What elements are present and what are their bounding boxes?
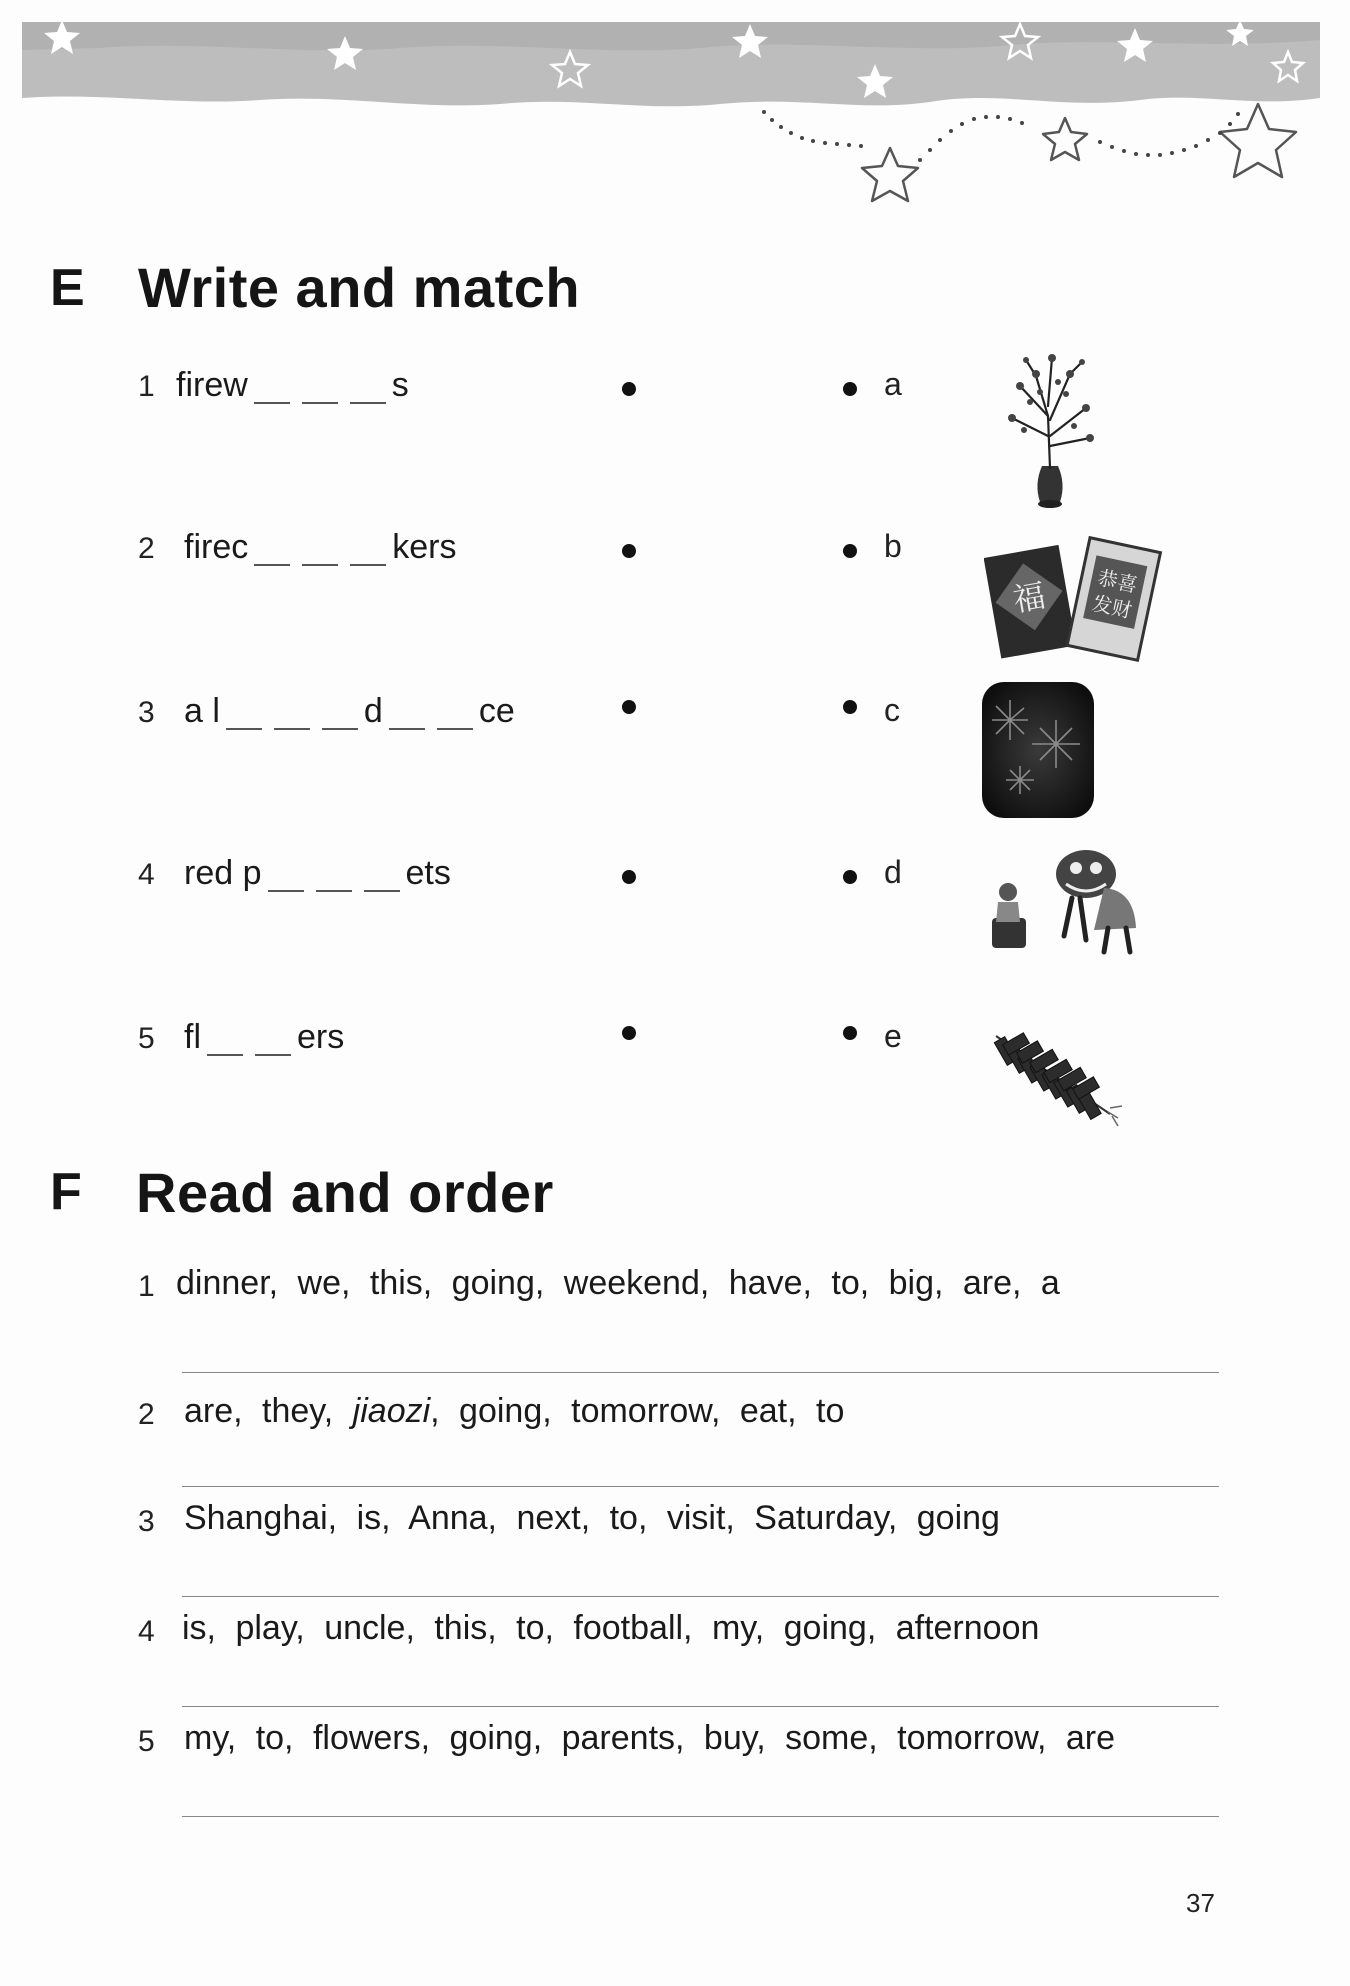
italic-word: jiaozi	[352, 1392, 431, 1430]
scrambled-words: my, to, flowers, going, parents, buy, some, tomorrow, are	[184, 1719, 1115, 1757]
item-number: 1	[138, 1270, 155, 1303]
scrambled-words	[184, 1392, 844, 1431]
answer-line[interactable]	[182, 1372, 1219, 1373]
letter-blank[interactable]	[389, 728, 425, 730]
letter-blank[interactable]	[322, 728, 358, 730]
fireworks-picture	[980, 680, 1096, 820]
word-prefix: a l	[184, 692, 220, 730]
word-prefix: red p	[184, 854, 262, 892]
letter-blank[interactable]	[437, 728, 473, 730]
match-dot-right[interactable]	[843, 700, 857, 714]
word-middle: d	[363, 692, 383, 730]
match-dot-right[interactable]	[843, 382, 857, 396]
match-dot-left[interactable]	[622, 1026, 636, 1040]
answer-line[interactable]	[182, 1596, 1219, 1597]
blossom-vase-picture	[990, 346, 1110, 512]
match-dot-right[interactable]	[843, 870, 857, 884]
scrambled-words-part: are, they,	[184, 1392, 353, 1430]
item-number: 3	[138, 696, 155, 729]
scrambled-words-part: , going, tomorrow, eat, to	[430, 1392, 845, 1430]
item-number: 5	[138, 1022, 155, 1055]
section-e-title: Write and match	[138, 256, 581, 319]
letter-blank[interactable]	[350, 564, 386, 566]
match-dot-left[interactable]	[622, 382, 636, 396]
scrambled-words: dinner, we, this, going, weekend, have, to, big, are, a	[176, 1264, 1060, 1302]
svg-text:发财: 发财	[1090, 590, 1135, 623]
word-prefix: firec	[184, 528, 249, 566]
item-number: 3	[138, 1505, 155, 1538]
scrambled-words: Shanghai, is, Anna, next, to, visit, Saturday, going	[184, 1499, 1000, 1537]
word-prompt	[184, 692, 515, 731]
firecrackers-picture	[990, 1030, 1130, 1130]
section-e-letter: E	[50, 259, 85, 317]
answer-line[interactable]	[182, 1486, 1219, 1487]
match-dot-left[interactable]	[622, 870, 636, 884]
match-dot-right[interactable]	[843, 544, 857, 558]
answer-line[interactable]	[182, 1706, 1219, 1707]
item-number: 5	[138, 1725, 155, 1758]
item-number: 4	[138, 1615, 155, 1648]
letter-blank[interactable]	[268, 890, 304, 892]
picture-letter: c	[884, 692, 900, 728]
section-f-letter: F	[50, 1163, 82, 1221]
word-suffix: ce	[478, 692, 515, 730]
letter-blank[interactable]	[350, 402, 386, 404]
letter-blank[interactable]	[207, 1054, 243, 1056]
letter-blank[interactable]	[302, 402, 338, 404]
letter-blank[interactable]	[302, 564, 338, 566]
star-banner-decoration	[0, 0, 1350, 230]
picture-letter: a	[884, 366, 902, 402]
match-item	[0, 1012, 1350, 1072]
word-suffix: s	[391, 366, 409, 404]
word-prompt	[176, 366, 409, 405]
word-suffix: kers	[392, 528, 457, 566]
svg-text:福: 福	[1010, 576, 1049, 620]
item-number: 2	[138, 532, 155, 565]
word-prompt	[184, 1018, 344, 1057]
answer-line[interactable]	[182, 1816, 1219, 1817]
match-dot-right[interactable]	[843, 1026, 857, 1040]
word-prefix: firew	[176, 366, 248, 404]
scrambled-words: is, play, uncle, this, to, football, my, going, afternoon	[182, 1609, 1040, 1647]
match-dot-left[interactable]	[622, 700, 636, 714]
word-prompt	[184, 854, 451, 893]
svg-text:恭喜: 恭喜	[1095, 565, 1140, 598]
word-prompt	[184, 528, 456, 567]
red-packets-picture	[984, 532, 1164, 668]
match-item	[0, 360, 1350, 420]
picture-letter: d	[884, 854, 902, 890]
lion-dance-picture	[984, 844, 1144, 962]
section-f-title: Read and order	[136, 1161, 554, 1224]
match-item	[0, 848, 1350, 908]
letter-blank[interactable]	[255, 1054, 291, 1056]
page-number: 37	[1186, 1888, 1215, 1918]
word-prefix: fl	[184, 1018, 201, 1056]
letter-blank[interactable]	[254, 402, 290, 404]
match-dot-left[interactable]	[622, 544, 636, 558]
word-suffix: ets	[405, 854, 451, 892]
picture-letter: b	[884, 528, 902, 564]
word-suffix: ers	[297, 1018, 345, 1056]
picture-letter: e	[884, 1018, 902, 1054]
item-number: 2	[138, 1398, 155, 1431]
letter-blank[interactable]	[254, 564, 290, 566]
letter-blank[interactable]	[226, 728, 262, 730]
letter-blank[interactable]	[274, 728, 310, 730]
match-item	[0, 686, 1350, 746]
letter-blank[interactable]	[364, 890, 400, 892]
letter-blank[interactable]	[316, 890, 352, 892]
item-number: 4	[138, 858, 155, 891]
item-number: 1	[138, 370, 155, 403]
